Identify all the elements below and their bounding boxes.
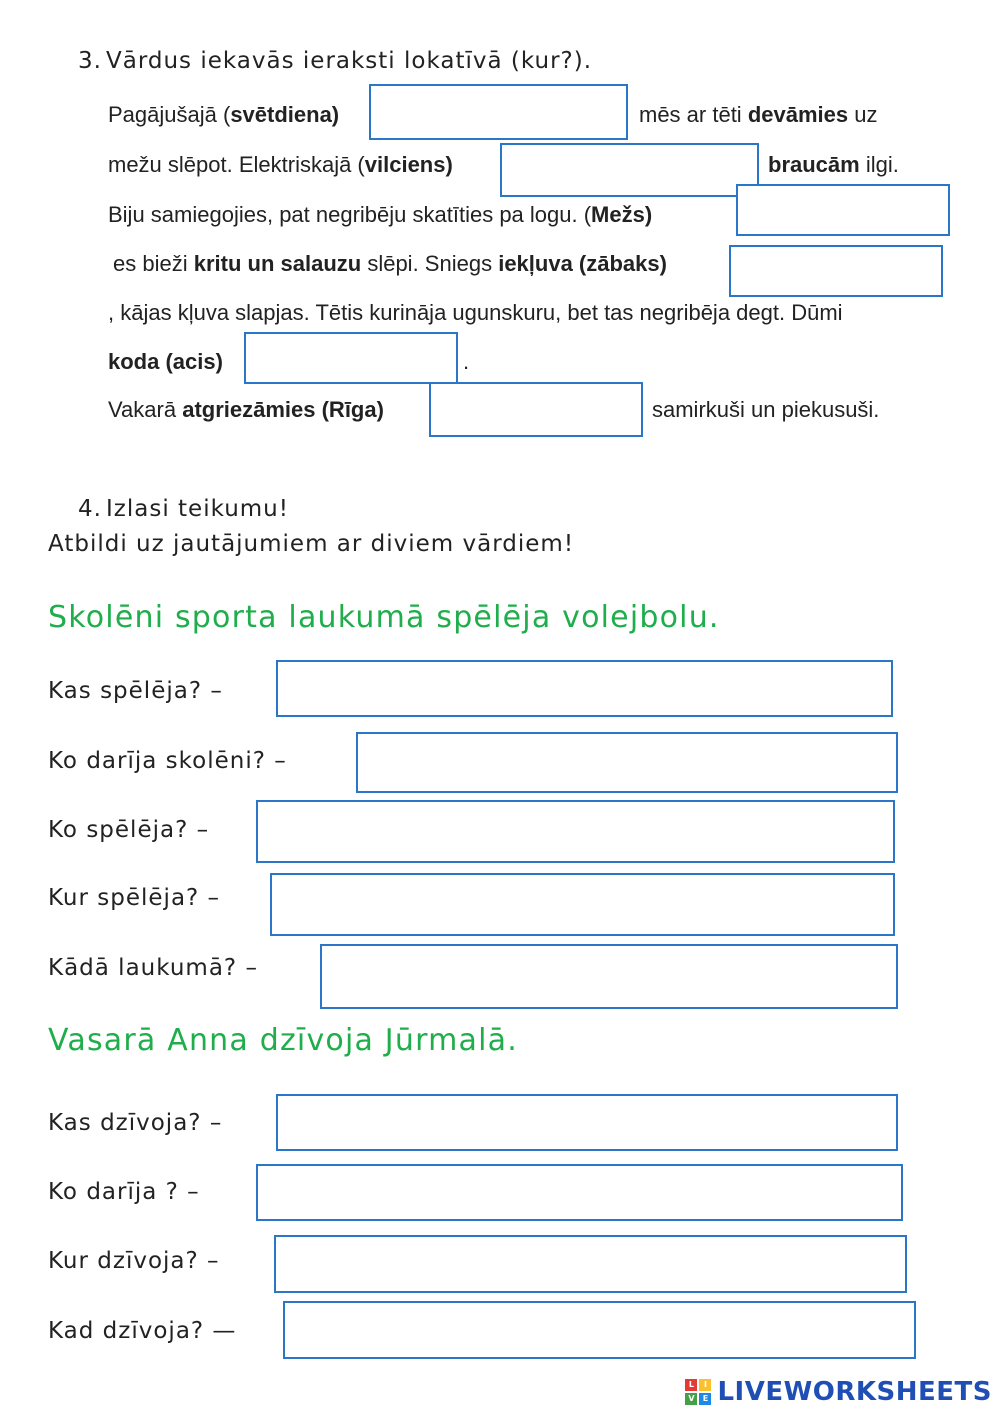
question-label: Kur spēlēja? – — [48, 885, 221, 911]
ex4-title: Izlasi teikumu! — [106, 496, 289, 522]
answer-kas-dzivoja[interactable] — [276, 1094, 898, 1151]
answer-ko-darija-skoleni[interactable] — [356, 732, 898, 793]
ex3-line-7: Vakarā atgriezāmies (Rīga) — [108, 397, 384, 422]
question-label: Kur dzīvoja? – — [48, 1248, 220, 1274]
ex3-title: Vārdus iekavās ieraksti lokatīvā (kur?). — [106, 48, 593, 74]
sentence-2: Vasarā Anna dzīvoja Jūrmalā. — [48, 1023, 518, 1058]
ex4-number: 4. — [78, 496, 102, 522]
answer-vilciens[interactable] — [500, 143, 759, 197]
answer-svetdiena[interactable] — [369, 84, 628, 140]
answer-kur-dzivoja[interactable] — [274, 1235, 907, 1293]
ex3-heading — [78, 48, 592, 74]
question-label: Kādā laukumā? – — [48, 955, 258, 981]
ex3-line-7-end: samirkuši un piekusuši. — [652, 397, 880, 422]
logo-squares-icon — [685, 1379, 711, 1405]
logo-square: I — [699, 1379, 711, 1391]
logo-text: LIVEWORKSHEETS — [717, 1377, 992, 1407]
answer-acis[interactable] — [244, 332, 458, 384]
question-label: Kad dzīvoja? — — [48, 1318, 237, 1344]
answer-ko-darija[interactable] — [256, 1164, 903, 1221]
answer-riga[interactable] — [429, 382, 643, 437]
answer-kur-speleja[interactable] — [270, 873, 895, 936]
ex3-line-5: , kājas kļuva slapjas. Tētis kurināja ugunskuru, bet tas negribēja degt. Dūmi — [108, 300, 843, 325]
ex3-line-6: koda (acis) — [108, 349, 223, 374]
ex3-line-2-end: braucām ilgi. — [768, 152, 899, 177]
answer-kada-laukuma[interactable] — [320, 944, 898, 1009]
logo-square: E — [699, 1393, 711, 1405]
question-label: Ko darīja skolēni? – — [48, 748, 287, 774]
ex3-number: 3. — [78, 48, 102, 74]
question-label: Ko spēlēja? – — [48, 817, 210, 843]
question-label: Kas spēlēja? – — [48, 678, 223, 704]
ex4-heading — [78, 496, 289, 522]
logo-square: V — [685, 1393, 697, 1405]
answer-kas-speleja[interactable] — [276, 660, 893, 717]
question-label: Ko darīja ? – — [48, 1179, 200, 1205]
ex3-line-1: Pagājušajā (svētdiena) — [108, 102, 340, 127]
liveworksheets-logo — [685, 1377, 992, 1407]
ex3-line-2: mežu slēpot. Elektriskajā (vilciens) — [108, 152, 453, 177]
ex3-line-4: es bieži kritu un salauzu slēpi. Sniegs iekļuva (zābaks) — [113, 251, 667, 276]
question-label: Kas dzīvoja? – — [48, 1110, 223, 1136]
answer-zabaks[interactable] — [729, 245, 943, 297]
sentence-1: Skolēni sporta laukumā spēlēja volejbolu. — [48, 600, 720, 635]
ex3-line-3: Biju samiegojies, pat negribēju skatīties pa logu. (Mežs) — [108, 202, 653, 227]
answer-mezs[interactable] — [736, 184, 950, 236]
answer-kad-dzivoja[interactable] — [283, 1301, 916, 1359]
ex3-line-6-end: . — [463, 349, 470, 374]
ex4-subtitle: Atbildi uz jautājumiem ar diviem vārdiem! — [48, 531, 575, 557]
ex3-line-1-end: mēs ar tēti devāmies uz — [639, 102, 878, 127]
answer-ko-speleja[interactable] — [256, 800, 895, 863]
logo-square: L — [685, 1379, 697, 1391]
